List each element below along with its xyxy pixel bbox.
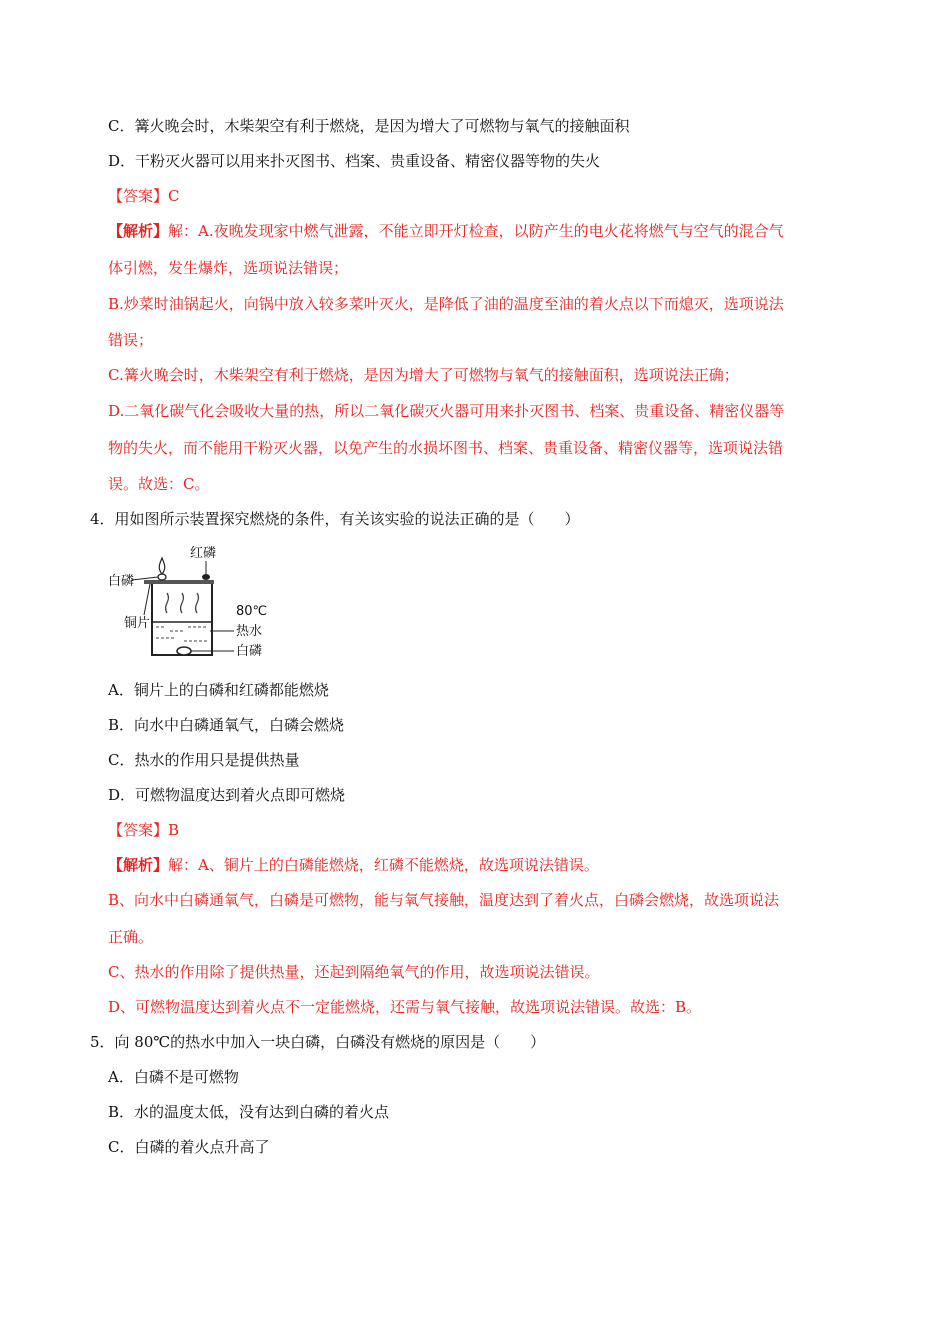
label-white-phosphorus-bottom: 白磷 [236,644,263,659]
q3-analysis-line: 错误； [108,331,154,349]
label-copper-sheet: 铜片 [124,616,151,631]
white-phosphorus-in-water [177,647,191,655]
answer-tag: 【答案】 [108,821,169,839]
q5-option-c: C．白磷的着火点升高了 [108,1138,270,1156]
label-temperature: 80℃ [236,604,268,619]
q4-analysis-line: 正确。 [108,928,154,946]
answer-value: C [168,187,180,205]
q4-stem: 4．用如图所示装置探究燃烧的条件，有关该实验的说法正确的是（ ） [90,510,580,528]
combustion-apparatus-figure [104,543,274,663]
beaker-shape [152,584,212,655]
apparatus-drawing [104,543,274,663]
q5-option-b: B．水的温度太低，没有达到白磷的着火点 [108,1103,390,1121]
q4-analysis-line: C、热水的作用除了提供热量，还起到隔绝氧气的作用，故选项说法错误。 [108,963,600,981]
label-red-phosphorus: 红磷 [190,546,217,561]
answer-tag: 【答案】 [108,187,169,205]
label-hot-water: 热水 [236,624,263,639]
q4-option-c: C．热水的作用只是提供热量 [108,751,300,769]
steam-icon [196,593,199,613]
steam-icon [181,593,184,613]
label-white-phosphorus-top: 白磷 [108,574,135,589]
q4-analysis-line [108,855,599,875]
q4-answer [108,820,179,840]
q5-option-a: A．白磷不是可燃物 [108,1068,239,1086]
q4-analysis-line: D、可燃物温度达到着火点不一定能燃烧，还需与氧气接触，故选项说法错误。故选：B。 [108,998,702,1016]
q3-analysis-line: D.二氧化碳气化会吸收大量的热，所以二氧化碳灭火器可用来扑灭图书、档案、贵重设备、精密仪器等 [108,402,785,420]
analysis-tag: 【解析】 [108,856,169,874]
q3-analysis-line: 物的失火，而不能用干粉灭火器，以免产生的水损坏图书、档案、贵重设备、精密仪器等，选项说法错 [108,439,784,457]
q3-analysis-line: 误。故选：C。 [108,475,210,493]
analysis-text: 解：A.夜晚发现家中燃气泄露，不能立即开灯检查，以防产生的电火花将燃气与空气的混合气 [168,222,784,240]
q3-analysis-line: 体引燃，发生爆炸，选项说法错误； [108,259,349,277]
q3-option-d: D．干粉灭火器可以用来扑灭图书、档案、贵重设备、精密仪器等物的失火 [108,152,601,170]
answer-value: B [168,821,180,839]
q3-answer [108,186,180,206]
q4-analysis-line: B、向水中白磷通氧气，白磷是可燃物，能与氧气接触，温度达到了着火点，白磷会燃烧，故选项说法 [108,891,780,909]
q4-option-d: D．可燃物温度达到着火点即可燃烧 [108,786,346,804]
q3-analysis-line [108,221,784,241]
flame-icon [159,558,164,574]
copper-sheet-shape [144,580,214,584]
q4-option-b: B．向水中白磷通氧气，白磷会燃烧 [108,716,345,734]
analysis-text: 解：A、铜片上的白磷能燃烧，红磷不能燃烧，故选项说法错误。 [168,856,599,874]
q5-stem: 5．向 80℃的热水中加入一块白磷，白磷没有燃烧的原因是（ ） [90,1033,546,1051]
red-phosphorus [202,574,210,580]
q3-option-c: C．篝火晚会时，木柴架空有利于燃烧，是因为增大了可燃物与氧气的接触面积 [108,117,630,135]
q4-option-a: A．铜片上的白磷和红磷都能燃烧 [108,681,329,699]
analysis-tag: 【解析】 [108,222,169,240]
steam-icon [166,593,169,613]
q3-analysis-line: B.炒菜时油锅起火，向锅中放入较多菜叶灭火，是降低了油的温度至油的着火点以下而熄灭，选项说法 [108,295,784,313]
q3-analysis-line: C.篝火晚会时，木柴架空有利于燃烧，是因为增大了可燃物与氧气的接触面积，选项说法正确； [108,366,739,384]
